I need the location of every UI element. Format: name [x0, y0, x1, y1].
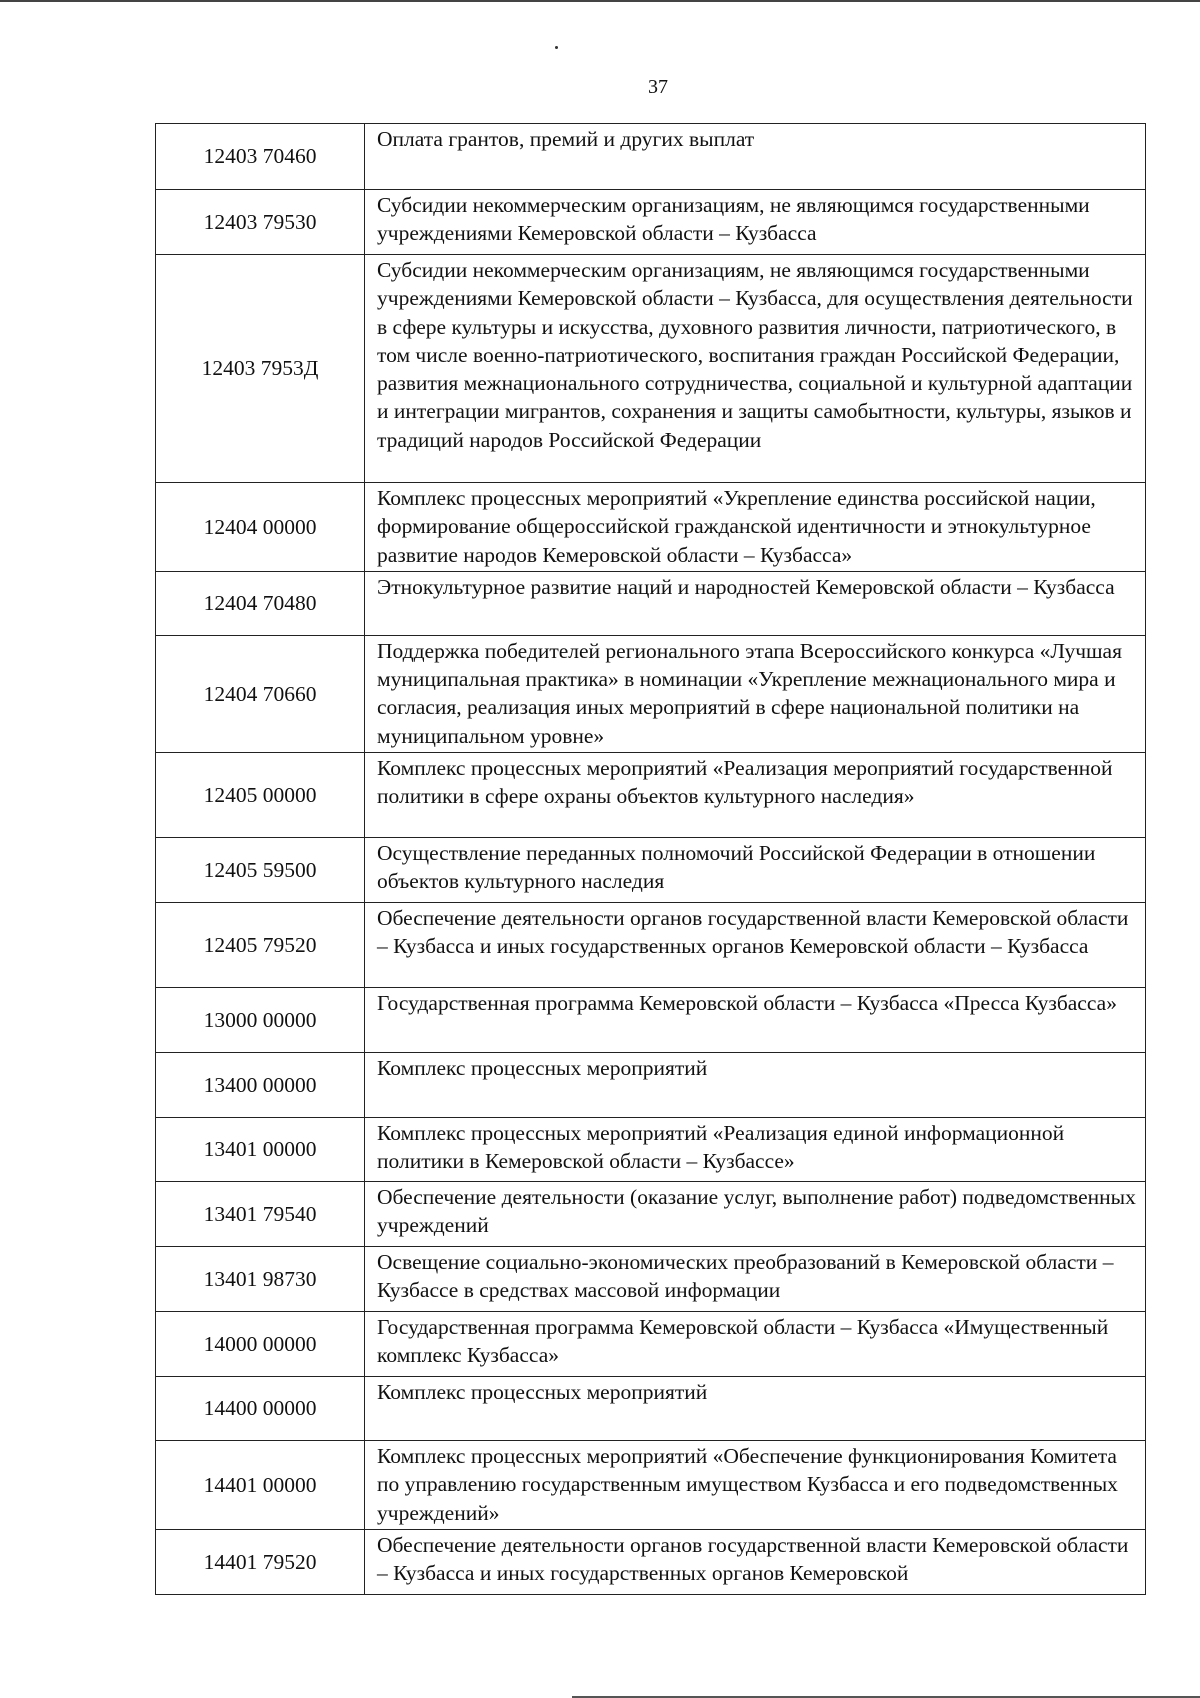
row-code: 12404 70660 [156, 635, 365, 752]
scan-top-edge [0, 0, 1200, 2]
table-row [156, 635, 1146, 752]
table-row [156, 1441, 1146, 1530]
row-code: 14401 00000 [156, 1441, 365, 1530]
row-code: 14400 00000 [156, 1377, 365, 1441]
row-code: 13000 00000 [156, 988, 365, 1053]
row-description: Этнокультурное развитие наций и народностей Кемеровской области – Кузбасса [365, 571, 1146, 635]
row-description: Оплата грантов, премий и других выплат [365, 124, 1146, 190]
row-description: Обеспечение деятельности органов государственной власти Кемеровской области – Кузбасса и иных государственных органов Кемеровской [365, 1529, 1146, 1594]
scan-speck [555, 46, 558, 49]
row-code: 14401 79520 [156, 1529, 365, 1594]
table-row [156, 1529, 1146, 1594]
row-code: 12404 70480 [156, 571, 365, 635]
row-code: 13401 79540 [156, 1182, 365, 1247]
row-description: Субсидии некоммерческим организациям, не являющимся государственными учреждениями Кемеровской области – Кузбасса [365, 190, 1146, 255]
table-row [156, 838, 1146, 903]
row-description: Освещение социально-экономических преобразований в Кемеровской области – Кузбассе в средствах массовой информации [365, 1247, 1146, 1312]
row-code: 14000 00000 [156, 1312, 365, 1377]
row-description: Субсидии некоммерческим организациям, не являющимся государственными учреждениями Кемеровской области – Кузбасса, для осуществления деятельности в сфере культуры и искусства, духовного развития личности, патриотического, в том числе военно-патриотического, воспитания граждан Российской Федерации, развития межнационального сотрудничества, социальной и культурной адаптации и интеграции мигрантов, сохранения и защиты самобытности, культуры, языков и традиций народов Российской Федерации [365, 255, 1146, 483]
table-row [156, 571, 1146, 635]
row-description: Комплекс процессных мероприятий «Обеспечение функционирования Комитета по управлению государственным имуществом Кузбасса и его подведомственных учреждений» [365, 1441, 1146, 1530]
table-row [156, 753, 1146, 838]
row-code: 12403 79530 [156, 190, 365, 255]
row-code: 12405 59500 [156, 838, 365, 903]
row-code: 12403 70460 [156, 124, 365, 190]
table-body [156, 124, 1146, 1595]
table-row [156, 988, 1146, 1053]
table-row [156, 255, 1146, 483]
row-code: 12405 00000 [156, 753, 365, 838]
row-code: 13401 00000 [156, 1118, 365, 1182]
row-description: Осуществление переданных полномочий Российской Федерации в отношении объектов культурного наследия [365, 838, 1146, 903]
table-row [156, 903, 1146, 988]
row-description: Комплекс процессных мероприятий [365, 1053, 1146, 1118]
row-code: 12404 00000 [156, 483, 365, 572]
row-description: Комплекс процессных мероприятий «Реализация единой информационной политики в Кемеровской области – Кузбассе» [365, 1118, 1146, 1182]
row-code: 12405 79520 [156, 903, 365, 988]
table-row [156, 1247, 1146, 1312]
table-row [156, 1312, 1146, 1377]
row-description: Обеспечение деятельности (оказание услуг, выполнение работ) подведомственных учреждений [365, 1182, 1146, 1247]
row-code: 13400 00000 [156, 1053, 365, 1118]
row-description: Комплекс процессных мероприятий [365, 1377, 1146, 1441]
row-description: Государственная программа Кемеровской области – Кузбасса «Имущественный комплекс Кузбасса» [365, 1312, 1146, 1377]
table-row [156, 483, 1146, 572]
row-description: Комплекс процессных мероприятий «Укрепление единства российской нации, формирование общероссийской гражданской идентичности и этнокультурное развитие народов Кемеровской области – Кузбасса» [365, 483, 1146, 572]
row-code: 13401 98730 [156, 1247, 365, 1312]
row-description: Комплекс процессных мероприятий «Реализация мероприятий государственной политики в сфере охраны объектов культурного наследия» [365, 753, 1146, 838]
table-row [156, 1053, 1146, 1118]
row-code: 12403 7953Д [156, 255, 365, 483]
table-row [156, 190, 1146, 255]
table-row [156, 124, 1146, 190]
table-row [156, 1377, 1146, 1441]
table-row [156, 1182, 1146, 1247]
page-number: 37 [648, 76, 668, 98]
row-description: Государственная программа Кемеровской области – Кузбасса «Пресса Кузбасса» [365, 988, 1146, 1053]
table-row [156, 1118, 1146, 1182]
row-description: Поддержка победителей регионального этапа Всероссийского конкурса «Лучшая муниципальная практика» в номинации «Укрепление межнационального мира и согласия, реализация иных мероприятий в сфере национальной политики на муниципальном уровне» [365, 635, 1146, 752]
row-description: Обеспечение деятельности органов государственной власти Кемеровской области – Кузбасса и иных государственных органов Кемеровской области – Кузбасса [365, 903, 1146, 988]
budget-code-table [155, 123, 1146, 1595]
